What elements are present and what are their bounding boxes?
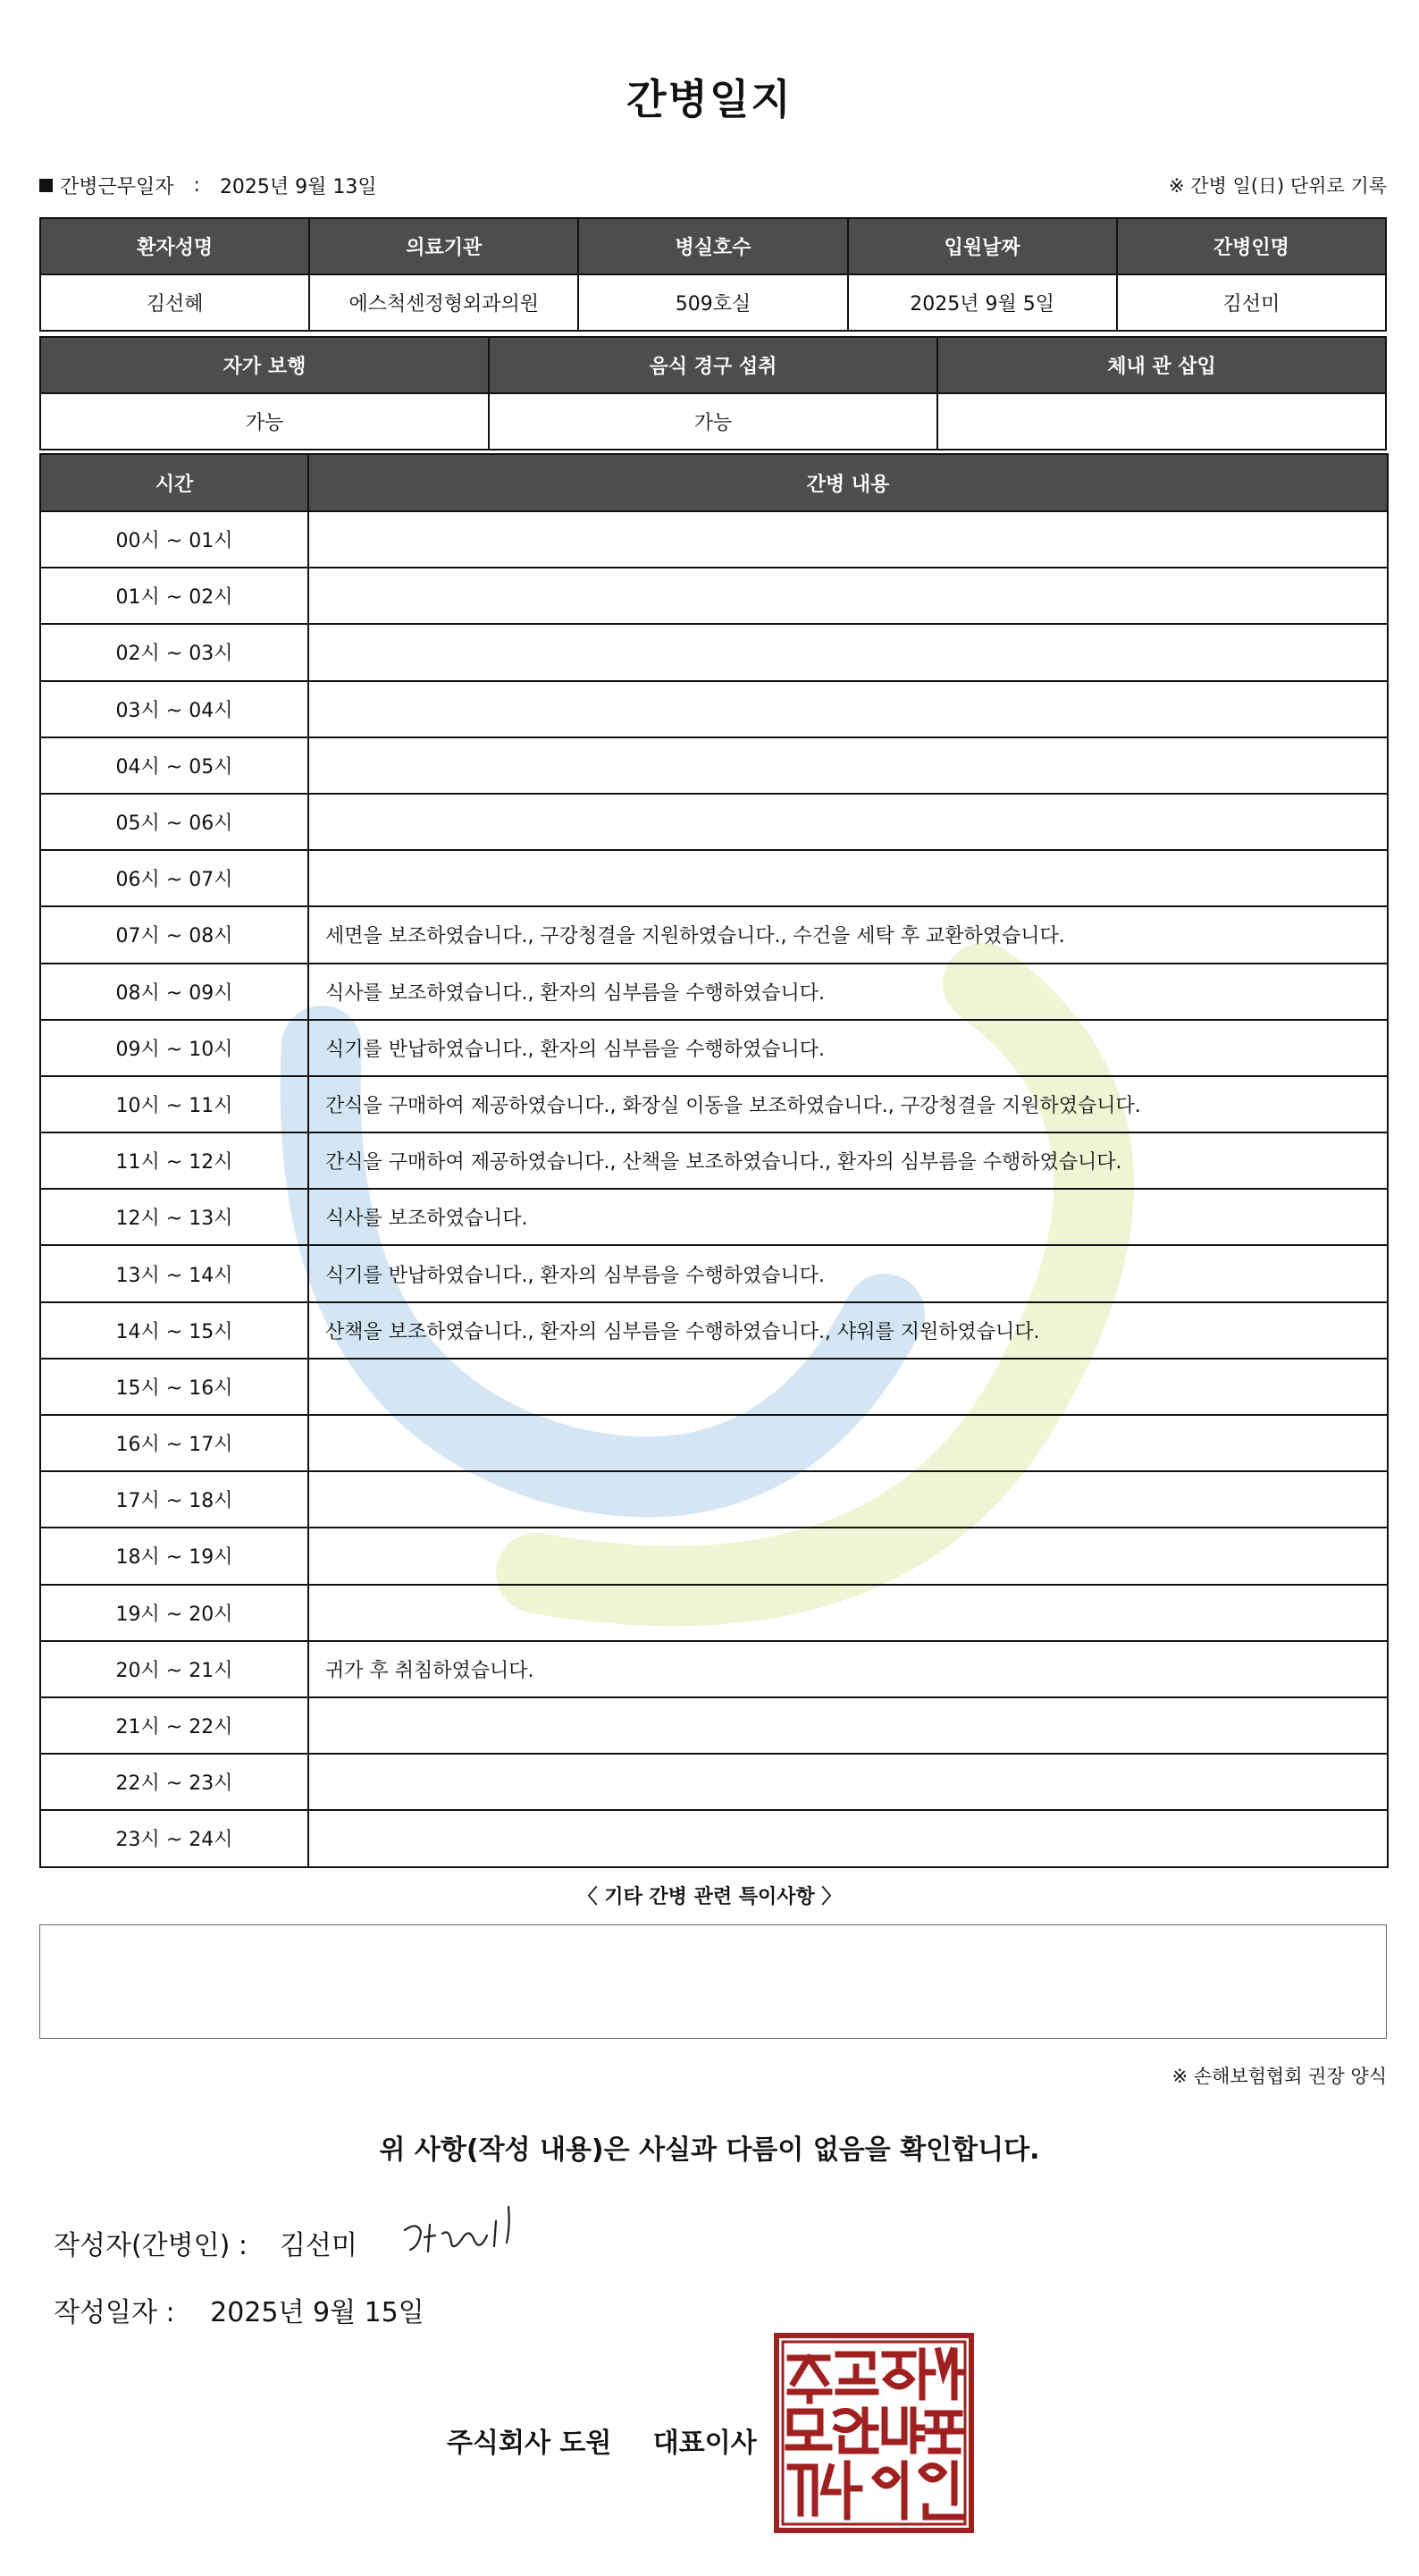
table-header-row <box>40 218 1386 274</box>
company-name: 주식회사 도원 <box>447 2428 612 2459</box>
log-content <box>308 681 1388 737</box>
log-time: 06시 ~ 07시 <box>40 850 308 906</box>
walking-status: 가능 <box>40 393 489 450</box>
written-date-value: 2025년 9월 15일 <box>210 2297 424 2328</box>
log-content: 귀가 후 취침하였습니다. <box>308 1641 1388 1697</box>
log-time: 03시 ~ 04시 <box>40 681 308 737</box>
header-patient-name: 환자성명 <box>40 218 309 274</box>
tube-insertion-status <box>937 393 1386 450</box>
log-row <box>40 1415 1388 1471</box>
record-unit-note: ※ 간병 일(日) 단위로 기록 <box>1169 175 1387 197</box>
header-admission-date: 입원날짜 <box>848 218 1117 274</box>
log-content: 간식을 구매하여 제공하였습니다., 산책을 보조하였습니다., 환자의 심부름을 수행하였습니다. <box>308 1132 1388 1189</box>
remarks-title: 〈 기타 간병 관련 특이사항 〉 <box>577 1886 842 1908</box>
table-header-row <box>40 337 1386 393</box>
log-time: 16시 ~ 17시 <box>40 1415 308 1471</box>
log-time: 18시 ~ 19시 <box>40 1528 308 1584</box>
company-line <box>447 2420 757 2460</box>
log-row <box>40 906 1388 963</box>
log-content <box>308 1697 1388 1754</box>
patient-info-table <box>39 217 1387 332</box>
log-content <box>308 1471 1388 1528</box>
log-content <box>308 624 1388 680</box>
admission-date: 2025년 9월 5일 <box>848 274 1117 331</box>
seal-graphic <box>779 2338 969 2528</box>
log-time: 21시 ~ 22시 <box>40 1697 308 1754</box>
log-content: 식사를 보조하였습니다., 환자의 심부름을 수행하였습니다. <box>308 964 1388 1020</box>
log-row <box>40 1189 1388 1245</box>
document-title: 간병일지 <box>626 75 793 123</box>
log-row <box>40 1697 1388 1754</box>
log-time: 17시 ~ 18시 <box>40 1471 308 1528</box>
log-content <box>308 1415 1388 1471</box>
log-row <box>40 850 1388 906</box>
header-walking: 자가 보행 <box>40 337 489 393</box>
work-date-separator: : <box>193 174 200 197</box>
log-time: 19시 ~ 20시 <box>40 1585 308 1641</box>
log-content <box>308 737 1388 794</box>
log-row <box>40 1528 1388 1584</box>
meta-row <box>39 172 1387 198</box>
log-time: 20시 ~ 21시 <box>40 1641 308 1697</box>
log-row <box>40 1076 1388 1132</box>
log-row <box>40 1585 1388 1641</box>
log-content <box>308 1359 1388 1415</box>
writer-line <box>54 2223 357 2262</box>
log-time: 13시 ~ 14시 <box>40 1245 308 1301</box>
log-content: 간식을 구매하여 제공하였습니다., 화장실 이동을 보조하였습니다., 구강청결을 지원하였습니다. <box>308 1076 1388 1132</box>
log-time: 04시 ~ 05시 <box>40 737 308 794</box>
writer-name: 김선미 <box>279 2230 357 2261</box>
log-row <box>40 1641 1388 1697</box>
log-row <box>40 1359 1388 1415</box>
log-content: 세면을 보조하였습니다., 구강청결을 지원하였습니다., 수건을 세탁 후 교환하였습니다. <box>308 906 1388 963</box>
representative-title: 대표이사 <box>652 2428 757 2459</box>
log-time: 09시 ~ 10시 <box>40 1020 308 1076</box>
log-content <box>308 511 1388 568</box>
log-time: 11시 ~ 12시 <box>40 1132 308 1189</box>
log-row <box>40 568 1388 624</box>
log-row <box>40 794 1388 850</box>
hospital-name: 에스척센정형외과의원 <box>309 274 578 331</box>
log-time: 05시 ~ 06시 <box>40 794 308 850</box>
header-oral-intake: 음식 경구 섭취 <box>489 337 937 393</box>
status-info-table <box>39 336 1387 450</box>
log-row <box>40 1754 1388 1810</box>
header-hospital: 의료기관 <box>309 218 578 274</box>
table-row <box>40 274 1386 331</box>
log-content <box>308 568 1388 624</box>
confirmation-statement: 위 사항(작성 내용)은 사실과 다름이 없음을 확인합니다. <box>379 2134 1040 2166</box>
patient-name: 김선혜 <box>40 274 309 331</box>
log-time: 23시 ~ 24시 <box>40 1810 308 1866</box>
care-log-table <box>39 453 1389 1868</box>
log-row <box>40 511 1388 568</box>
log-time: 00시 ~ 01시 <box>40 511 308 568</box>
company-seal-stamp <box>774 2333 974 2533</box>
log-content <box>308 1528 1388 1584</box>
header-time: 시간 <box>40 454 308 511</box>
log-time: 14시 ~ 15시 <box>40 1302 308 1359</box>
written-date-label: 작성일자 : <box>54 2297 175 2328</box>
log-row <box>40 737 1388 794</box>
log-time: 10시 ~ 11시 <box>40 1076 308 1132</box>
form-source-note: ※ 손해보험협회 권장 양식 <box>1171 2066 1387 2087</box>
log-time: 01시 ~ 02시 <box>40 568 308 624</box>
oral-intake-status: 가능 <box>489 393 937 450</box>
header-tube-insertion: 체내 관 삽입 <box>937 337 1386 393</box>
log-content <box>308 1585 1388 1641</box>
remarks-box <box>39 1924 1387 2039</box>
work-date-label: 간병근무일자 <box>60 176 174 198</box>
table-header-row <box>40 454 1388 511</box>
log-content: 식사를 보조하였습니다. <box>308 1189 1388 1245</box>
log-row <box>40 681 1388 737</box>
log-content: 산책을 보조하였습니다., 환자의 심부름을 수행하였습니다., 샤워를 지원하였습니다. <box>308 1302 1388 1359</box>
writer-label: 작성자(간병인) : <box>54 2230 248 2261</box>
log-row <box>40 964 1388 1020</box>
log-time: 22시 ~ 23시 <box>40 1754 308 1810</box>
table-row <box>40 393 1386 450</box>
log-row <box>40 1471 1388 1528</box>
log-content <box>308 850 1388 906</box>
header-room: 병실호수 <box>578 218 847 274</box>
log-content: 식기를 반납하였습니다., 환자의 심부름을 수행하였습니다. <box>308 1245 1388 1301</box>
written-date-line <box>54 2290 424 2329</box>
bullet-square-icon <box>39 179 53 192</box>
log-content <box>308 794 1388 850</box>
log-time: 12시 ~ 13시 <box>40 1189 308 1245</box>
writer-signature <box>398 2194 541 2266</box>
header-caregiver-name: 간병인명 <box>1117 218 1386 274</box>
log-row <box>40 1020 1388 1076</box>
log-content: 식기를 반납하였습니다., 환자의 심부름을 수행하였습니다. <box>308 1020 1388 1076</box>
log-row <box>40 624 1388 680</box>
caregiver-name: 김선미 <box>1117 274 1386 331</box>
log-time: 15시 ~ 16시 <box>40 1359 308 1415</box>
work-date <box>39 172 377 199</box>
log-row <box>40 1132 1388 1189</box>
log-time: 07시 ~ 08시 <box>40 906 308 963</box>
log-row <box>40 1302 1388 1359</box>
log-content <box>308 1754 1388 1810</box>
room-number: 509호실 <box>578 274 847 331</box>
log-time: 02시 ~ 03시 <box>40 624 308 680</box>
log-row <box>40 1245 1388 1301</box>
log-time: 08시 ~ 09시 <box>40 964 308 1020</box>
log-row <box>40 1810 1388 1866</box>
header-care-content: 간병 내용 <box>308 454 1388 511</box>
work-date-value: 2025년 9월 13일 <box>219 176 377 198</box>
log-content <box>308 1810 1388 1866</box>
